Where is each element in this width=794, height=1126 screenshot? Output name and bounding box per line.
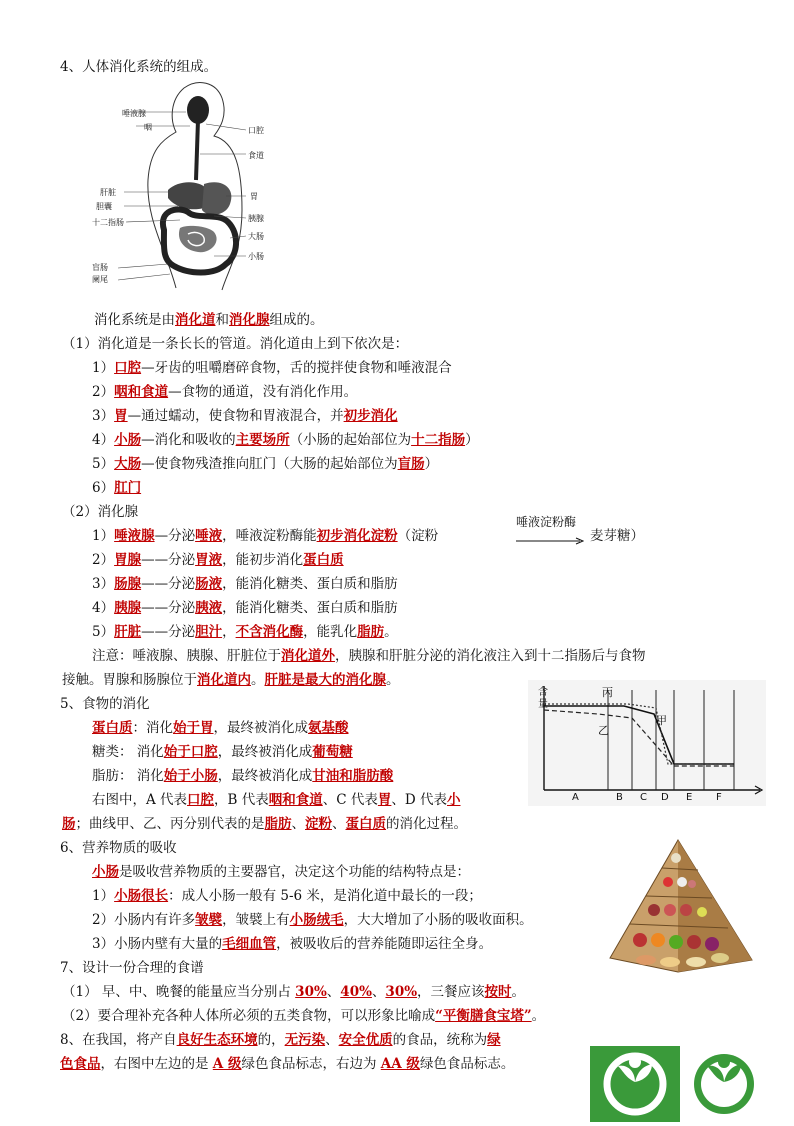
curve-label-jia: 甲 <box>656 714 667 727</box>
tract-item-2: 2）咽和食道—食物的通道，没有消化作用。 <box>92 384 358 400</box>
label-mouth: 口腔 <box>248 126 264 135</box>
label-large-intestine: 大肠 <box>248 232 264 241</box>
enzyme-label: 唾液淀粉酶 <box>516 515 577 529</box>
label-appendix: 阑尾 <box>92 275 108 284</box>
chart-xtick-c: C <box>640 792 647 803</box>
curve-label-yi: 乙 <box>598 724 609 737</box>
maltose-label: 麦芽糖） <box>590 528 644 544</box>
curve-label-bing: 丙 <box>602 686 613 699</box>
gland-item-5: 5）肝脏——分泌胆汁，不含消化酶，能乳化脂肪。 <box>92 624 398 640</box>
label-small-intestine: 小肠 <box>248 252 264 261</box>
chart-ylabel-2: 量 <box>538 699 548 710</box>
reaction-arrow <box>516 533 584 541</box>
chart-xtick-f: F <box>716 792 722 803</box>
label-esophagus: 食道 <box>248 151 264 160</box>
s7-heading: 7、设计一份合理的食谱 <box>60 960 204 976</box>
label-liver: 肝脏 <box>100 188 116 197</box>
green-food-logo-a-icon <box>590 1046 680 1122</box>
tract-title: （1）消化道是一条长长的管道。消化道由上到下依次是： <box>62 336 409 352</box>
tract-item-1: 1）口腔—牙齿的咀嚼磨碎食物，舌的搅拌使食物和唾液混合 <box>92 360 452 376</box>
green-food-logo-aa-icon <box>680 1046 768 1122</box>
absorption-item-2: 2）小肠内有许多皱襞，皱襞上有小肠绒毛，大大增加了小肠的吸收面积。 <box>92 912 533 928</box>
digestion-sugar: 糖类： 消化始于口腔，最终被消化成葡萄糖 <box>92 744 353 760</box>
tract-item-3: 3）胃—通过蠕动，使食物和胃液混合，并初步消化 <box>92 408 398 424</box>
chart-xtick-d: D <box>661 792 669 803</box>
tract-item-5: 5）大肠—使食物残渣推向肛门（大肠的起始部位为盲肠） <box>92 456 439 472</box>
digestion-fat: 脂肪： 消化始于小肠，最终被消化成甘油和脂肪酸 <box>92 768 394 784</box>
glands-title: （2）消化腺 <box>62 504 139 520</box>
meal-ratio: （1） 早、中、晚餐的能量应当分别占 30%、40%、30%，三餐应该按时。 <box>62 984 526 1000</box>
chart-xtick-e: E <box>686 792 693 803</box>
gland-item-4: 4）胰腺——分泌胰液，能消化糖类、蛋白质和脂肪 <box>92 600 398 616</box>
gland-item-1: 1）唾液腺—分泌唾液，唾液淀粉酶能初步消化淀粉（淀粉 <box>92 528 439 544</box>
s5-heading: 5、食物的消化 <box>60 696 150 712</box>
s4-heading: 4、人体消化系统的组成。 <box>60 59 218 75</box>
note-line-2: 接触。胃腺和肠腺位于消化道内。肝脏是最大的消化腺。 <box>62 672 400 688</box>
label-cecum: 盲肠 <box>92 263 108 272</box>
chart-description-2: 肠；曲线甲、乙、丙分别代表的是脂肪、淀粉、蛋白质的消化过程。 <box>62 816 467 832</box>
gland-item-3: 3）肠腺——分泌肠液，能消化糖类、蛋白质和脂肪 <box>92 576 398 592</box>
green-food-logo-a <box>590 1046 680 1122</box>
label-duodenum: 十二指肠 <box>92 218 124 227</box>
gland-item-2: 2）胃腺——分泌胃液，能初步消化蛋白质 <box>92 552 344 568</box>
digestion-protein: 蛋白质：消化始于胃，最终被消化成氨基酸 <box>92 720 349 736</box>
label-stomach: 胃 <box>250 192 258 201</box>
digestive-system-diagram <box>92 80 278 302</box>
tract-item-4: 4）小肠—消化和吸收的主要场所（小肠的起始部位为十二指肠） <box>92 432 479 448</box>
chart-xtick-b: B <box>616 792 623 803</box>
absorption-intro: 小肠是吸收营养物质的主要器官，决定这个功能的结构特点是： <box>92 864 470 880</box>
label-salivary-gland: 唾液腺 <box>122 109 146 118</box>
s6-heading: 6、营养物质的吸收 <box>60 840 177 856</box>
digestion-curve-chart <box>528 680 766 806</box>
label-pharynx: 咽 <box>144 123 152 132</box>
label-gallbladder: 胆囊 <box>96 202 112 211</box>
label-pancreas: 胰腺 <box>248 214 264 223</box>
green-food-line-1: 8、在我国，将产自良好生态环境的，无污染、安全优质的食品，统称为绿 <box>60 1032 501 1048</box>
absorption-item-3: 3）小肠内壁有大量的毛细血管，被吸收后的营养能随即运往全身。 <box>92 936 493 952</box>
chart-description-1: 右图中，A 代表口腔，B 代表咽和食道、C 代表胃、D 代表小 <box>92 792 461 808</box>
digestion-curve-svg <box>528 680 766 806</box>
food-pyramid-svg <box>606 838 756 974</box>
green-food-logo-aa <box>680 1046 768 1122</box>
chart-xtick-a: A <box>572 792 579 803</box>
absorption-item-1: 1）小肠很长：成人小肠一般有 5-6 米，是消化道中最长的一段； <box>92 888 482 904</box>
note-line-1: 注意：唾液腺、胰腺、肝脏位于消化道外，胰腺和肝脏分泌的消化液注入到十二指肠后与食物 <box>92 648 646 664</box>
food-pyramid <box>606 838 756 974</box>
food-pyramid-note: （2）要合理补充各种人体所必须的五类食物，可以形象比喻成“平衡膳食宝塔”。 <box>62 1008 546 1024</box>
tract-item-6: 6）肛门 <box>92 480 142 496</box>
green-food-line-2: 色食品，右图中左边的是 A 级绿色食品标志，右边为 AA 级绿色食品标志。 <box>60 1056 515 1072</box>
chart-ylabel-1: 含 <box>538 687 548 698</box>
s4-intro: 消化系统是由消化道和消化腺组成的。 <box>94 312 324 328</box>
